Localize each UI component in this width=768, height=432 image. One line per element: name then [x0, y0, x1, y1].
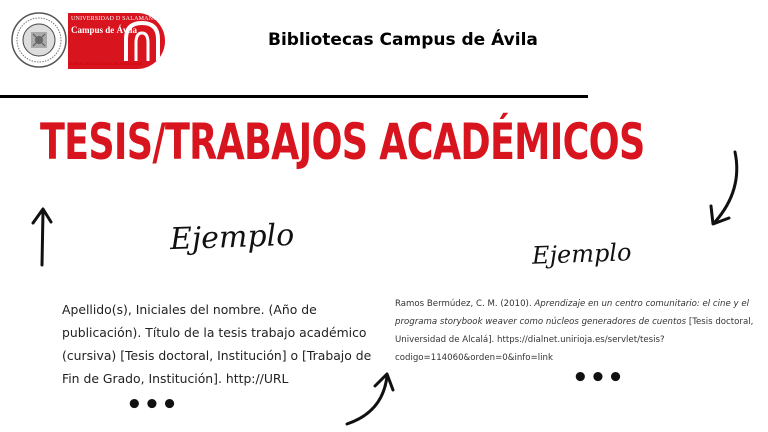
ellipsis-dots-right: ••• — [572, 363, 625, 393]
citation-example — [395, 295, 755, 367]
campus-logo — [68, 13, 165, 69]
citation-rest: [Tesis doctoral, Universidad de Alcalá]. https://dialnet.unirioja.es/servlet/tesis?codigo=114060&orden=0&info=link — [395, 317, 754, 363]
logo-tagline: CAMPUS DE EXCELENCIA INTERNACIONAL — [68, 62, 144, 66]
logo-arc-icon — [122, 19, 162, 63]
citation-format-text: Apellido(s), Iniciales del nombre. (Año de publicación). Título de la tesis trabajo académico (cursiva) [Tesis doctoral, Institución] o [Trabajo de Fin de Grado, Institución]. http://URL — [62, 302, 372, 386]
ejemplo-label-right: Ejemplo — [531, 238, 632, 270]
citation-title: Aprendizaje en un centro comunitario: el cine y el programa storybook weaver como núcleos generadores de cuentos — [395, 299, 749, 327]
page-header-title: Bibliotecas Campus de Ávila — [268, 30, 538, 50]
arrow-up-icon — [30, 205, 54, 267]
university-seal-icon — [11, 12, 67, 68]
arrow-curved-down-icon — [705, 150, 745, 230]
logo-campus-text: Campus de Ávila — [71, 25, 138, 35]
ejemplo-label-left: Ejemplo — [169, 217, 295, 258]
logo-university-text: UNIVERSIDAD D SALAMANCA — [71, 16, 162, 22]
ellipsis-dots-left: ••• — [126, 390, 179, 420]
header-divider — [0, 95, 588, 98]
page-title: TESIS/TRABAJOS ACADÉMICOS — [40, 113, 645, 171]
citation-authors: Ramos Bermúdez, C. M. (2010). — [395, 299, 535, 309]
